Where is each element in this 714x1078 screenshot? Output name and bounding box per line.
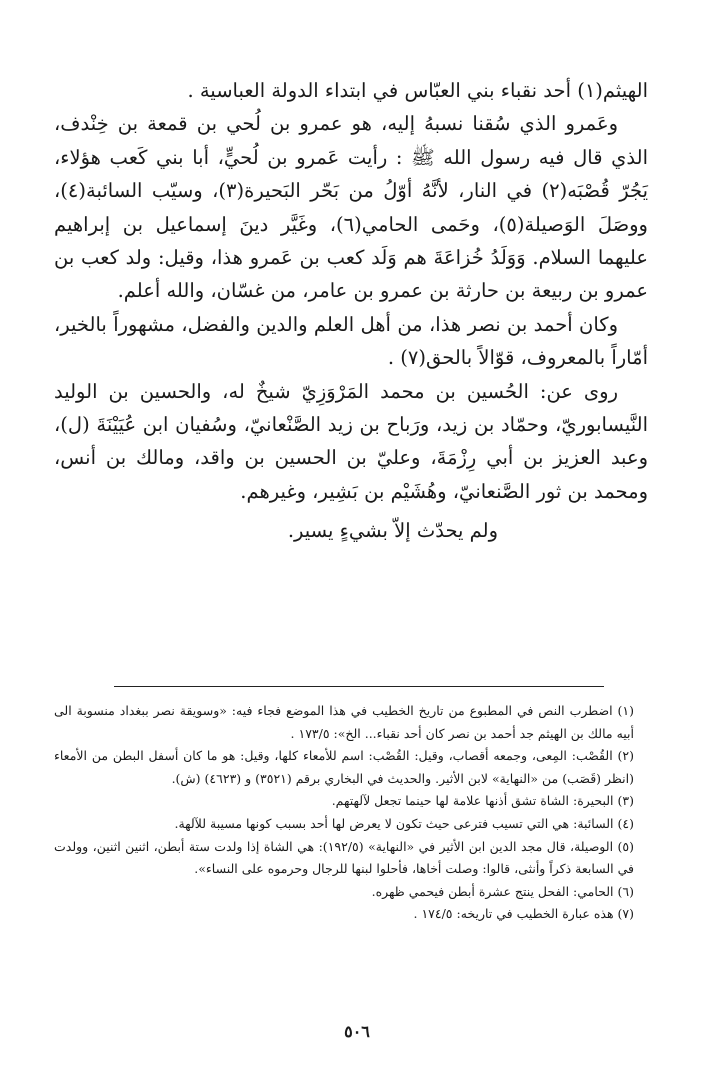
paragraph: روى عن: الحُسين بن محمد المَرْوَزِيّ شيخٌ له، والحسين بن الوليد النَّيسابوريّ، وحمّاد بن زيد، ورَباح بن زيد الصَّنْعانيّ، وسُفيان ابن عُيَيْنَةَ (ل)، وعبد العزيز بن أبي رِزْمَةَ، وعليّ بن الحسين بن واقد، ومالك بن أنس، ومحمد بن ثور الصَّنعانيّ، وهُشَيْم بن بَشِير، وغيرهم. [54, 379, 648, 503]
footnote: (٢) القُصْب: المِعى، وجمعه أقصاب، وقيل: القُصْب: اسم للأمعاء كلها، وقيل: هو ما كان أسفل البطن من الأمعاء (انظر (قَصَب) من «النهاية» لابن الأثير. والحديث في البخاري برقم (٣٥٢١) و (٤٦٢٣) (ش). [54, 748, 634, 786]
paragraph: الهيثم(١) أحد نقباء بني العبّاس في ابتداء الدولة العباسية . [187, 79, 648, 102]
footnote-divider [114, 686, 604, 687]
paragraph: وعَمرو الذي سُقنا نسبهُ إليه، هو عمرو بن لُحي بن قمعة بن خِنْدف، الذي قال فيه رسول الله ﷺ : رأيت عَمرو بن لُحيٍّ، أبا بني كَعب هؤلاء، يَجُرّ قُصْبَه(٢) في النار، لأنَّهُ أوّلُ من بَحّر البَحيرة(٣)، وسيّب السائبة(٤)، ووصَلَ الوَصيلة(٥)، وحَمى الحامي(٦)، وغَيَّر دينَ إسماعيل بن إبراهيم عليهما السلام. وَوَلَدُ خُزاعَةَ هم وَلَد كعب بن عَمرو هذا، وقيل: ولد كعب بن عمرو بن ربيعة بن حارثة بن عمرو بن عامر، من غسّان، والله أعلم. [54, 112, 648, 303]
footnotes [54, 700, 648, 926]
paragraph: ولم يحدّث إلاّ بشيءٍ يسير. [287, 519, 498, 543]
footnote: (١) اضطرب النص في المطبوع من تاريخ الخطيب في هذا الموضع فجاء فيه: «وسويقة نصر ببغداد منسوبة الى أبيه مالك بن الهيثم جد أحمد بن نصر كان أحد نقباء... الخ»: ١٧٣/٥ . [54, 703, 634, 741]
footnote: (٣) البحيرة: الشاة تشق أذنها علامة لها حينما تجعل لآلهتهم. [331, 793, 634, 809]
footnote: (٦) الحامي: الفحل ينتج عشرة أبطن فيحمي ظهره. [371, 883, 634, 899]
main-text [54, 74, 648, 548]
footnote: (٤) السائبة: هي التي تسيب فترعى حيث تكون لا يعرض لها أحد بسبب كونها مسيبة للآلهة. [174, 815, 634, 831]
footnote: (٥) الوصيلة، قال مجد الدين ابن الأثير في «النهاية» (١٩٢/٥): هي الشاة إذا ولدت ستة أبطن، اثنين اثنين، وولدت في السابعة ذكراً وأنثى، قالوا: وصلت أخاها، فأحلوا لبنها للرجال وحرموه على النساء». [54, 838, 634, 877]
footnote: (٧) هذه عبارة الخطيب في تاريخه: ١٧٤/٥ . [413, 906, 634, 922]
paragraph: وكان أحمد بن نصر هذا، من أهل العلم والدين والفضل، مشهوراً بالخير، أمّاراً بالمعروف، قوّالاً بالحق(٧) . [54, 312, 648, 370]
page-number: ٥٠٦ [344, 1022, 370, 1041]
